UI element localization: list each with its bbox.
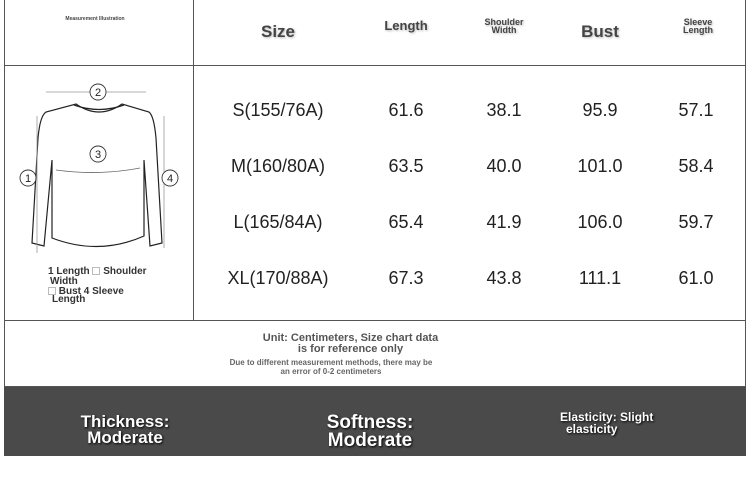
legend-shoulder: Shoulder [103, 266, 147, 277]
table-bottom-divider [4, 320, 746, 321]
thickness-value: Moderate [87, 428, 163, 447]
row-xl-size: XL(170/88A) [227, 268, 329, 288]
marker-1-label: 1 [24, 173, 32, 185]
row-s-length: 61.6 [388, 100, 424, 120]
elasticity-attribute [560, 411, 680, 435]
legend-bust-sleeve: Bust 4 Sleeve [58, 286, 124, 297]
softness-value: Moderate [327, 430, 413, 451]
illustration-label: Measurement Illustration [65, 16, 125, 22]
row-xl-sleeve: 61.0 [678, 268, 714, 288]
row-l-size: L(165/84A) [233, 212, 323, 232]
row-xl-length: 67.3 [388, 268, 424, 288]
row-m-shoulder: 40.0 [486, 156, 522, 176]
row-s-sleeve: 57.1 [678, 100, 714, 120]
row-s-size: S(155/76A) [232, 100, 324, 120]
error-note: Due to different measurement methods, there may be an error of 0-2 centimeters [229, 358, 433, 376]
legend-checkbox [92, 267, 100, 275]
unit-note: Unit: Centimeters, Size chart data is for reference only [262, 332, 439, 355]
row-l-shoulder: 41.9 [486, 212, 522, 232]
softness-label: Softness: [326, 412, 414, 433]
legend-length-2: Length [52, 294, 86, 305]
row-l-length: 65.4 [388, 212, 424, 232]
marker-4-label: 4 [166, 173, 174, 185]
row-s-shoulder: 38.1 [486, 100, 522, 120]
header-length: Length [384, 18, 428, 33]
row-l-sleeve: 59.7 [678, 212, 714, 232]
row-m-bust: 101.0 [577, 156, 623, 176]
row-m-length: 63.5 [388, 156, 424, 176]
row-m-size: M(160/80A) [230, 156, 326, 176]
row-s-bust: 95.9 [582, 100, 618, 120]
header-divider [4, 65, 746, 66]
marker-2-label: 2 [94, 87, 102, 99]
row-m-sleeve: 58.4 [678, 156, 714, 176]
header-size: Size [260, 22, 296, 41]
marker-3-label: 3 [94, 149, 102, 161]
header-shoulder-width: Shoulder Width [484, 17, 524, 35]
sweater-measurement-illustration [14, 78, 194, 268]
elasticity-label: Elasticity: Slight [560, 410, 654, 424]
legend-width: Width [50, 276, 78, 287]
header-sleeve-length: Sleeve Length [683, 17, 713, 35]
elasticity-value: elasticity [566, 422, 618, 436]
row-xl-bust: 111.1 [578, 268, 622, 288]
softness-attribute [300, 414, 440, 450]
header-bust: Bust [581, 22, 619, 41]
thickness-label: Thickness: [80, 412, 170, 431]
row-l-bust: 106.0 [577, 212, 623, 232]
legend-length: 1 Length [48, 266, 90, 277]
row-xl-shoulder: 43.8 [486, 268, 522, 288]
thickness-attribute [60, 414, 190, 446]
